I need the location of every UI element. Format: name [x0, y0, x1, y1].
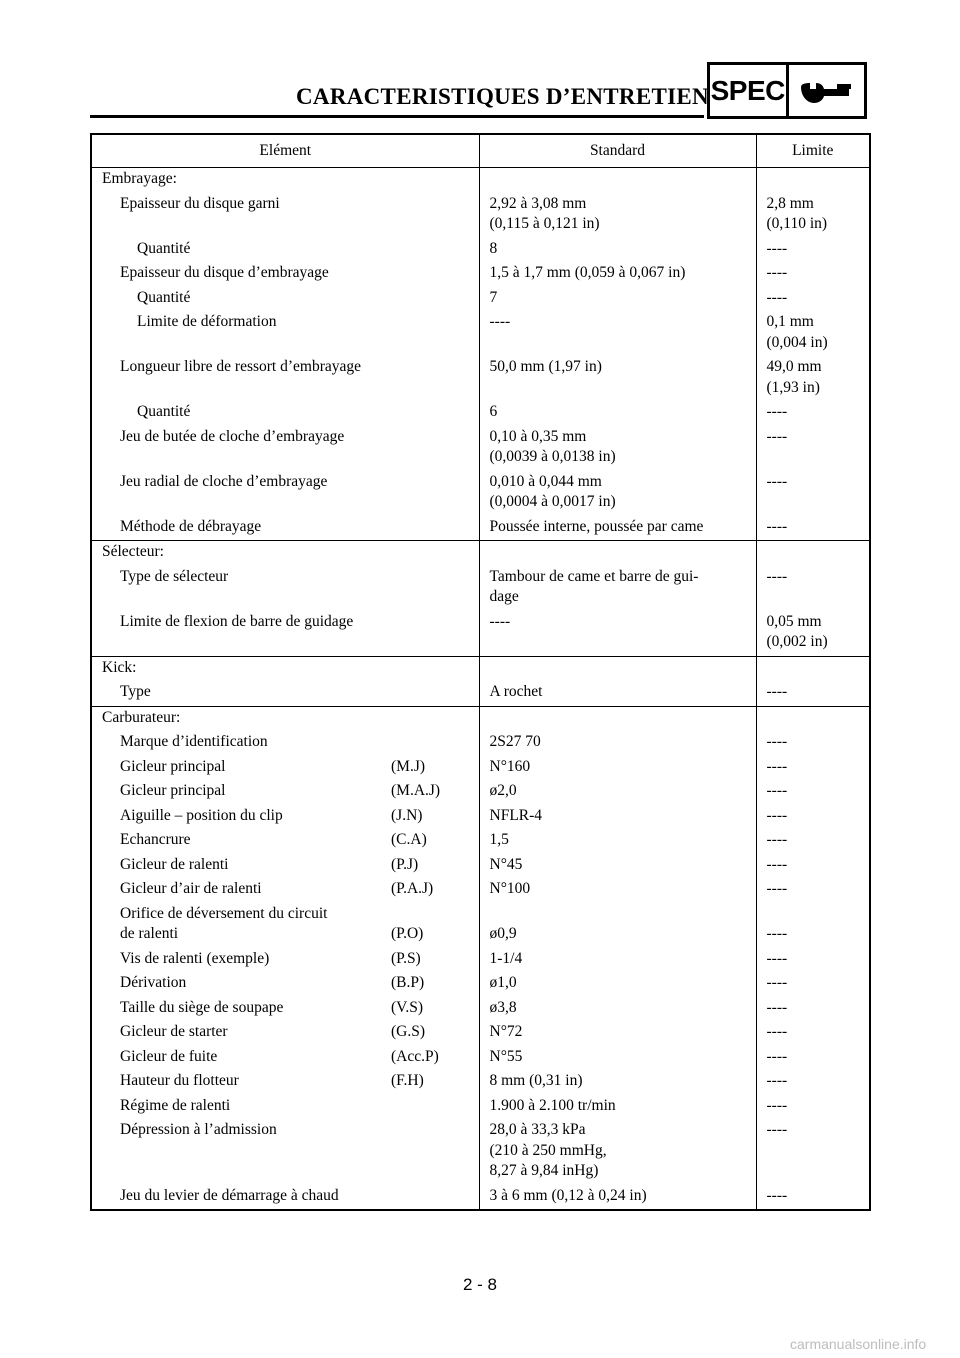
- element-name: Aiguille – position du clip: [120, 806, 283, 824]
- element-cell: [91, 829, 479, 854]
- section-header-row: [91, 656, 870, 681]
- limit-value: [756, 238, 870, 263]
- limit-value: [756, 854, 870, 879]
- element-name: Echancrure: [120, 831, 191, 848]
- limit-value: [756, 287, 870, 312]
- element-code: (M.A.J): [391, 782, 441, 799]
- element-code: (F.H): [391, 1072, 424, 1089]
- standard-value-line: A rochet: [489, 683, 543, 700]
- element-name: Limite de déformation: [137, 313, 277, 330]
- limit-value-line: 2,8 mm: [766, 194, 814, 212]
- limit-value: [756, 780, 870, 805]
- element-label: [92, 781, 479, 802]
- element-cell: [91, 854, 479, 879]
- element-name: Quantité: [137, 403, 191, 420]
- element-label: [92, 1047, 479, 1068]
- element-name: Hauteur du flotteur: [120, 1072, 239, 1089]
- limit-value-line: ----: [766, 925, 788, 942]
- standard-value: [479, 1185, 756, 1211]
- element-code: (P.J): [391, 855, 419, 873]
- section-title: Carburateur:: [102, 708, 181, 726]
- limit-cell: [756, 541, 870, 566]
- table-row: [91, 262, 870, 287]
- table-row: [91, 780, 870, 805]
- limit-value-line: ----: [766, 427, 788, 445]
- table-row: [91, 805, 870, 830]
- standard-value-line: Tambour de came et barre de gui-: [489, 567, 699, 585]
- standard-value: [479, 401, 756, 426]
- element-name: Jeu de butée de cloche d’embrayage: [120, 427, 345, 445]
- limit-value: [756, 1046, 870, 1071]
- limit-value-line: ----: [766, 403, 788, 420]
- element-name-line: Orifice de déversement du circuit: [120, 904, 328, 922]
- table-row: [91, 997, 870, 1022]
- limit-value-line: ----: [766, 974, 788, 991]
- element-cell: [91, 1095, 479, 1120]
- limit-value: [756, 193, 870, 238]
- watermark: carmanualsonline.info: [790, 1336, 927, 1352]
- standard-value: [479, 972, 756, 997]
- element-name: Taille du siège de soupape: [120, 998, 284, 1016]
- table-row: [91, 829, 870, 854]
- standard-value-line: 1-1/4: [489, 949, 523, 967]
- limit-value: [756, 805, 870, 830]
- element-cell: [91, 948, 479, 973]
- element-code: (G.S): [391, 1023, 426, 1040]
- section-header-row: [91, 706, 870, 731]
- standard-value: [479, 756, 756, 781]
- element-label: [92, 732, 479, 753]
- element-name: Epaisseur du disque garni: [120, 194, 280, 212]
- standard-value: [479, 829, 756, 854]
- spec-table: [90, 133, 871, 1211]
- limit-value-line: ----: [766, 733, 788, 750]
- table-row: [91, 516, 870, 541]
- standard-value: [479, 780, 756, 805]
- table-row: [91, 611, 870, 657]
- element-cell: [91, 780, 479, 805]
- table-row: [91, 401, 870, 426]
- standard-value: [479, 1070, 756, 1095]
- limit-value: [756, 997, 870, 1022]
- column-header-limit: Limite: [756, 134, 870, 168]
- element-cell: [91, 805, 479, 830]
- standard-value-line: 6: [489, 403, 498, 420]
- element-name: Type de sélecteur: [120, 567, 229, 585]
- limit-value: [756, 1119, 870, 1185]
- element-cell: [91, 287, 479, 312]
- limit-value: [756, 1021, 870, 1046]
- table-row: [91, 903, 870, 948]
- element-name: Quantité: [137, 239, 191, 257]
- limit-value-line: (0,110 in): [766, 215, 828, 232]
- limit-value: [756, 401, 870, 426]
- standard-value-line: ----: [489, 313, 511, 330]
- limit-value-line: ----: [766, 1121, 788, 1138]
- element-name: Dépression à l’admission: [120, 1121, 277, 1138]
- standard-value: [479, 805, 756, 830]
- element-cell: [91, 401, 479, 426]
- limit-value: [756, 611, 870, 657]
- standard-value: [479, 566, 756, 611]
- table-row: [91, 356, 870, 401]
- standard-value: [479, 903, 756, 948]
- spec-label-cell: [710, 65, 786, 116]
- standard-cell: [479, 656, 756, 681]
- element-label: [92, 806, 479, 827]
- element-label: [92, 973, 479, 994]
- standard-value-line: ø0,9: [489, 925, 517, 942]
- limit-value-line: ----: [766, 567, 788, 585]
- standard-value-line: N°55: [489, 1047, 523, 1065]
- limit-value: [756, 878, 870, 903]
- standard-value-line: ø1,0: [489, 974, 517, 991]
- standard-value: [479, 1119, 756, 1185]
- table-row: [91, 756, 870, 781]
- limit-value-line: ----: [766, 683, 788, 700]
- section-header-row: [91, 168, 870, 193]
- standard-value: [479, 611, 756, 657]
- element-cell: [91, 1185, 479, 1211]
- limit-value: [756, 731, 870, 756]
- element-label: [92, 998, 479, 1019]
- element-cell: [91, 566, 479, 611]
- standard-value: [479, 193, 756, 238]
- limit-value: [756, 681, 870, 706]
- element-label: [92, 1071, 479, 1092]
- element-code: (B.P): [391, 974, 425, 991]
- element-cell: [91, 516, 479, 541]
- element-cell: [91, 972, 479, 997]
- limit-value-line: ----: [766, 949, 788, 967]
- standard-cell: [479, 168, 756, 193]
- section-title-cell: [91, 706, 479, 731]
- element-cell: [91, 426, 479, 471]
- standard-cell: [479, 541, 756, 566]
- limit-value-line: ----: [766, 880, 788, 897]
- element-cell: [91, 1021, 479, 1046]
- table-row: [91, 471, 870, 516]
- element-label: [92, 757, 479, 778]
- element-name: Régime de ralenti: [120, 1096, 231, 1114]
- column-header-standard: Standard: [479, 134, 756, 168]
- table-row: [91, 311, 870, 356]
- limit-value: [756, 756, 870, 781]
- table-row: [91, 878, 870, 903]
- standard-value-line: 8,27 à 9,84 inHg): [489, 1162, 599, 1179]
- element-cell: [91, 611, 479, 657]
- limit-value-line: (1,93 in): [766, 378, 820, 396]
- limit-value: [756, 262, 870, 287]
- standard-value: [479, 1046, 756, 1071]
- standard-value-line: 8 mm (0,31 in): [489, 1072, 583, 1089]
- element-cell: [91, 997, 479, 1022]
- standard-value-line: 0,010 à 0,044 mm: [489, 472, 602, 490]
- element-cell: [91, 756, 479, 781]
- page-title: CARACTERISTIQUES D’ENTRETIEN: [296, 84, 709, 109]
- standard-value-line: 0,10 à 0,35 mm: [489, 427, 587, 445]
- standard-value-line: (0,0039 à 0,0138 in): [489, 448, 616, 465]
- standard-value: [479, 1021, 756, 1046]
- limit-cell: [756, 706, 870, 731]
- element-cell: [91, 878, 479, 903]
- standard-value: [479, 238, 756, 263]
- element-name: Jeu radial de cloche d’embrayage: [120, 472, 328, 490]
- element-label: [92, 1022, 479, 1043]
- element-label: [92, 879, 479, 900]
- standard-value-line: 28,0 à 33,3 kPa: [489, 1121, 586, 1138]
- standard-value: [479, 426, 756, 471]
- standard-value-line: N°72: [489, 1023, 523, 1040]
- element-cell: [91, 731, 479, 756]
- table-row: [91, 1119, 870, 1185]
- standard-value-line: 50,0 mm (1,97 in): [489, 358, 602, 375]
- element-name: Gicleur de starter: [120, 1023, 228, 1040]
- limit-value-line: ----: [766, 517, 788, 535]
- table-row: [91, 1185, 870, 1211]
- standard-value-line: (0,115 à 0,121 in): [489, 215, 600, 232]
- element-code: (C.A): [391, 831, 427, 848]
- limit-value-line: ----: [766, 806, 788, 824]
- standard-value: [479, 948, 756, 973]
- element-name: Jeu du levier de démarrage à chaud: [120, 1186, 339, 1204]
- limit-value: [756, 948, 870, 973]
- element-code: (V.S): [391, 998, 424, 1016]
- table-row: [91, 238, 870, 263]
- standard-value: [479, 997, 756, 1022]
- wrench-icon: [797, 76, 855, 106]
- limit-value: [756, 356, 870, 401]
- standard-value-line: 2S27 70: [489, 733, 541, 750]
- element-code: (M.J): [391, 757, 426, 775]
- header-rule: [90, 115, 704, 118]
- table-row: [91, 566, 870, 611]
- limit-value: [756, 829, 870, 854]
- element-code: (P.S): [391, 949, 421, 967]
- element-code: (P.O): [391, 925, 424, 942]
- table-row: [91, 948, 870, 973]
- table-row: [91, 681, 870, 706]
- standard-value-line: N°45: [489, 855, 523, 873]
- limit-value: [756, 1095, 870, 1120]
- limit-value-line: 0,1 mm: [766, 313, 814, 330]
- element-name: Gicleur principal: [120, 782, 226, 799]
- limit-value-line: 0,05 mm: [766, 612, 822, 630]
- standard-value-line: 8: [489, 239, 498, 257]
- limit-value: [756, 516, 870, 541]
- standard-value: [479, 878, 756, 903]
- limit-value-line: ----: [766, 831, 788, 848]
- limit-value-line: ----: [766, 1186, 788, 1204]
- element-cell: [91, 1119, 479, 1185]
- section-title-cell: [91, 656, 479, 681]
- standard-value: [479, 311, 756, 356]
- element-name: Gicleur principal: [120, 757, 226, 775]
- limit-value-line: ----: [766, 782, 788, 799]
- limit-value-line: ----: [766, 472, 788, 490]
- standard-value-line: 1.900 à 2.100 tr/min: [489, 1096, 616, 1114]
- element-cell: [91, 903, 479, 948]
- standard-value-line: 7: [489, 288, 498, 306]
- element-label: [92, 1096, 479, 1117]
- limit-value-line: 49,0 mm: [766, 358, 822, 375]
- element-name: Quantité: [137, 288, 191, 306]
- limit-value-line: ----: [766, 264, 788, 281]
- element-cell: [91, 262, 479, 287]
- table-row: [91, 854, 870, 879]
- element-name: Gicleur de ralenti: [120, 855, 229, 873]
- table-row: [91, 972, 870, 997]
- table-row: [91, 1021, 870, 1046]
- section-title: Kick:: [102, 658, 137, 676]
- standard-value: [479, 854, 756, 879]
- limit-value-line: ----: [766, 288, 788, 306]
- element-label: [92, 904, 479, 945]
- table-row: [91, 193, 870, 238]
- limit-value-line: (0,002 in): [766, 633, 828, 650]
- standard-value: [479, 262, 756, 287]
- section-title-cell: [91, 168, 479, 193]
- element-name: Gicleur de fuite: [120, 1047, 218, 1065]
- standard-value-line: ----: [489, 612, 511, 630]
- standard-value-line: ø2,0: [489, 782, 517, 799]
- limit-value-line: ----: [766, 757, 788, 775]
- column-header-element: Elément: [91, 134, 479, 168]
- element-label: [92, 949, 479, 970]
- spec-table-body: [91, 168, 870, 1211]
- element-name: Dérivation: [120, 974, 187, 991]
- wrench-icon-cell: [786, 65, 865, 116]
- standard-value-line: 2,92 à 3,08 mm: [489, 194, 587, 212]
- element-label: [92, 1120, 479, 1141]
- section-header-row: [91, 541, 870, 566]
- element-name: Vis de ralenti (exemple): [120, 949, 270, 967]
- element-code: (Acc.P): [391, 1047, 439, 1065]
- limit-value-line: ----: [766, 1023, 788, 1040]
- limit-value-line: ----: [766, 855, 788, 873]
- standard-value-line: N°160: [489, 757, 531, 775]
- standard-value: [479, 471, 756, 516]
- element-label: [92, 1186, 479, 1207]
- standard-cell: [479, 706, 756, 731]
- standard-value: [479, 1095, 756, 1120]
- section-title-cell: [91, 541, 479, 566]
- element-name: Méthode de débrayage: [120, 517, 262, 535]
- element-label: [92, 830, 479, 851]
- element-label: [92, 855, 479, 876]
- standard-value: [479, 681, 756, 706]
- element-name: Type: [120, 683, 151, 700]
- page-number: 2 - 8: [462, 1275, 498, 1294]
- table-row: [91, 426, 870, 471]
- limit-value: [756, 471, 870, 516]
- limit-value: [756, 566, 870, 611]
- limit-value-line: (0,004 in): [766, 333, 828, 351]
- element-name-line: de ralenti: [120, 925, 179, 942]
- standard-value-line: N°100: [489, 880, 531, 897]
- element-cell: [91, 471, 479, 516]
- table-row: [91, 1070, 870, 1095]
- limit-value-line: ----: [766, 1047, 788, 1065]
- table-row: [91, 731, 870, 756]
- element-cell: [91, 681, 479, 706]
- standard-value-line: (210 à 250 mmHg,: [489, 1141, 607, 1159]
- table-header-row: [91, 134, 870, 168]
- table-row: [91, 1095, 870, 1120]
- limit-value-line: ----: [766, 1072, 788, 1089]
- element-name: Epaisseur du disque d’embrayage: [120, 264, 329, 281]
- standard-value: [479, 287, 756, 312]
- element-cell: [91, 1046, 479, 1071]
- element-cell: [91, 356, 479, 401]
- standard-value-line: NFLR-4: [489, 806, 543, 824]
- section-title: Sélecteur:: [102, 543, 164, 560]
- element-name: Longueur libre de ressort d’embrayage: [120, 358, 362, 375]
- limit-value: [756, 1185, 870, 1211]
- standard-value-line: 1,5: [489, 831, 509, 848]
- limit-value: [756, 1070, 870, 1095]
- limit-value-line: ----: [766, 239, 788, 257]
- spec-badge: [707, 62, 867, 119]
- standard-value-line: 1,5 à 1,7 mm (0,059 à 0,067 in): [489, 264, 686, 281]
- standard-value: [479, 356, 756, 401]
- element-name: [120, 904, 391, 945]
- spec-label: SPEC: [710, 74, 785, 106]
- standard-value-line: (0,0004 à 0,0017 in): [489, 493, 616, 510]
- element-cell: [91, 193, 479, 238]
- element-name: Marque d’identification: [120, 733, 268, 750]
- limit-value: [756, 426, 870, 471]
- standard-value-line: Poussée interne, poussée par came: [489, 517, 704, 535]
- standard-value-line: dage: [489, 588, 519, 605]
- table-row: [91, 287, 870, 312]
- standard-value-line: ø3,8: [489, 998, 517, 1016]
- limit-value-line: ----: [766, 1096, 788, 1114]
- limit-cell: [756, 168, 870, 193]
- element-cell: [91, 1070, 479, 1095]
- element-name: Gicleur d’air de ralenti: [120, 880, 262, 897]
- section-title: Embrayage:: [102, 170, 177, 187]
- standard-value-line: 3 à 6 mm (0,12 à 0,24 in): [489, 1186, 647, 1204]
- element-cell: [91, 238, 479, 263]
- limit-value: [756, 311, 870, 356]
- element-code: (P.A.J): [391, 880, 434, 897]
- limit-value-line: ----: [766, 998, 788, 1016]
- element-cell: [91, 311, 479, 356]
- limit-value: [756, 972, 870, 997]
- table-row: [91, 1046, 870, 1071]
- standard-value: [479, 516, 756, 541]
- limit-value: [756, 903, 870, 948]
- element-name: Limite de flexion de barre de guidage: [120, 612, 354, 630]
- element-code: (J.N): [391, 806, 423, 824]
- limit-cell: [756, 656, 870, 681]
- standard-value: [479, 731, 756, 756]
